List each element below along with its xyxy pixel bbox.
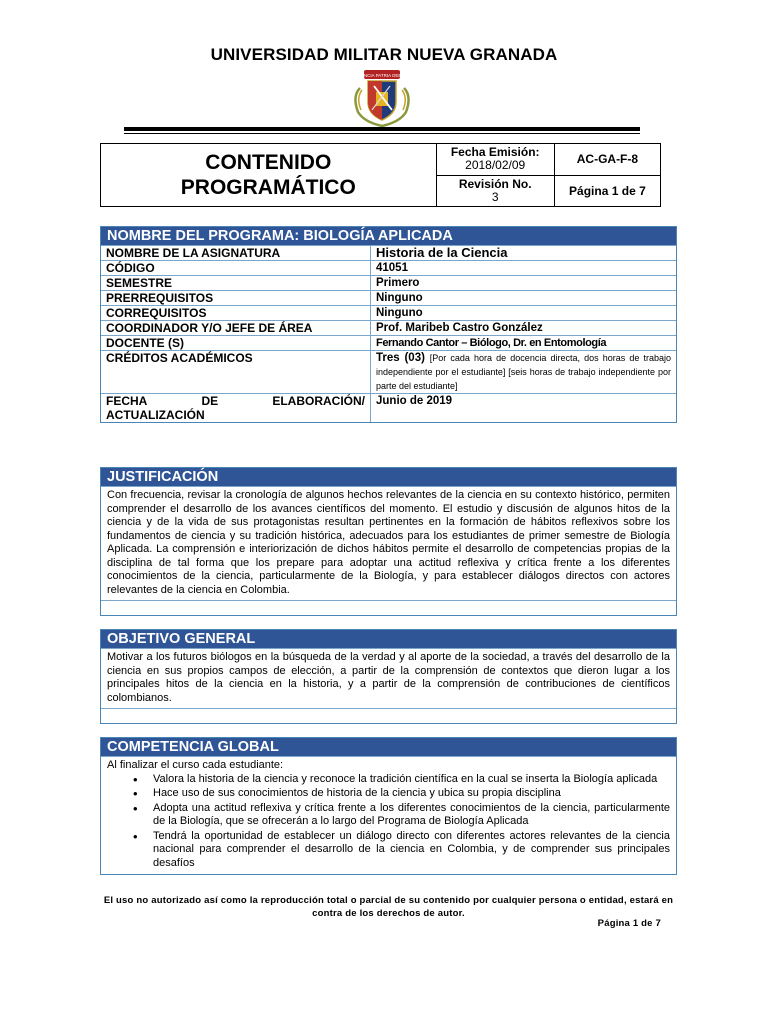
document-code: AC-GA-F-8 bbox=[554, 144, 660, 176]
row-value: Historia de la Ciencia bbox=[376, 245, 508, 260]
row-label: CRÉDITOS ACADÉMICOS bbox=[101, 351, 371, 393]
document-header-table bbox=[100, 143, 661, 207]
copyright-notice: El uso no autorizado así como la reproducción total o parcial de su contenido por cualquier persona o entidad, estará en contra de los derechos de autor. bbox=[103, 895, 674, 919]
svg-text:CIENCIA PATRIA DEBER: CIENCIA PATRIA DEBER bbox=[356, 73, 408, 78]
row-value: Ninguno bbox=[376, 307, 423, 319]
section-text: Con frecuencia, revisar la cronología de algunos hechos relevantes de la ciencia en su contexto histórico, permiten comprender el desarrollo de los avances científicos del momento. El estudio y discusión de algunos hitos de la ciencia y de la vida de sus protagonistas resultan pertinentes en la formación de hábitos reflexivos sobre los fundamentos de ciencia y su tradición histórica, adecuados para los estudiantes de primer semestre de Biología Aplicada. La comprensión e interiorización de dichos hábitos permite el desarrollo de competencias propias de la disciplina de tal forma que los prepare para adoptar una actitud reflexiva y crítica frente a los diferentes conocimientos de la ciencia, particularmente de la Biología, y para establecer diálogos directos con actores relevantes de la ciencia en Colombia. bbox=[101, 487, 676, 601]
table-row bbox=[101, 336, 676, 351]
credits-note: [Por cada hora de docencia directa, dos horas de trabajo independiente por el estudiante] [seis horas de trabajo independiente por parte del estudiante] bbox=[376, 353, 671, 391]
row-label: CÓDIGO bbox=[101, 261, 371, 275]
objetivo-section bbox=[100, 629, 677, 724]
row-value: 41051 bbox=[376, 262, 408, 274]
footer-page-number: Página 1 de 7 bbox=[597, 918, 661, 929]
list-item: • Hace uso de sus conocimientos de historia de la ciencia y ubica su propia disciplina bbox=[107, 787, 670, 801]
justificacion-section bbox=[100, 467, 677, 616]
credits-value: Tres (03) bbox=[376, 352, 425, 364]
table-row bbox=[101, 306, 676, 321]
section-content bbox=[101, 757, 676, 874]
row-label: NOMBRE DE LA ASIGNATURA bbox=[101, 246, 371, 260]
list-item: • Valora la historia de la ciencia y reconoce la tradición científica en la cual se inserta la Biología aplicada bbox=[107, 773, 670, 787]
university-crest-logo bbox=[350, 66, 414, 128]
section-title: OBJETIVO GENERAL bbox=[101, 630, 676, 649]
university-title: UNIVERSIDAD MILITAR NUEVA GRANADA bbox=[210, 45, 558, 64]
table-row bbox=[101, 351, 676, 394]
row-label: FECHA DE ELABORACIÓN/ ACTUALIZACIÓN bbox=[101, 394, 371, 422]
header-rule-thick bbox=[124, 127, 640, 131]
row-value: Primero bbox=[376, 277, 420, 289]
table-row bbox=[101, 261, 676, 276]
table-row bbox=[101, 291, 676, 306]
row-value: Prof. Maribeb Castro González bbox=[376, 322, 543, 334]
table-row bbox=[101, 394, 676, 422]
list-item: • Tendrá la oportunidad de establecer un diálogo directo con diferentes actores relevantes de la ciencia nacional para comprender el desarrollo de la ciencia en Colombia, y de comprender sus principales desafíos bbox=[107, 830, 670, 871]
row-label: COORDINADOR Y/O JEFE DE ÁREA bbox=[101, 321, 371, 335]
empty-row bbox=[101, 709, 676, 723]
list-item: • Adopta una actitud reflexiva y crítica frente a los diferentes conocimientos de la ciencia, particularmente de la Biología, que se ofrecerán a lo largo del Programa de Biología Aplicada bbox=[107, 802, 670, 829]
row-label: SEMESTRE bbox=[101, 276, 371, 290]
row-label: PRERREQUISITOS bbox=[101, 291, 371, 305]
header-rule-thin bbox=[124, 133, 640, 134]
empty-row bbox=[101, 601, 676, 615]
row-label: DOCENTE (S) bbox=[101, 336, 371, 350]
row-value: Junio de 2019 bbox=[376, 395, 453, 407]
row-value: Fernando Cantor – Biólogo, Dr. en Entomología bbox=[376, 337, 607, 349]
revision-cell: Revisión No. 3 bbox=[436, 175, 554, 207]
table-row bbox=[101, 276, 676, 291]
competency-list bbox=[107, 773, 670, 871]
row-value: Ninguno bbox=[376, 292, 423, 304]
section-title: COMPETENCIA GLOBAL bbox=[101, 738, 676, 757]
section-text: Motivar a los futuros biólogos en la búsqueda de la verdad y al aporte de la sociedad, a través del desarrollo de la ciencia en sus propios campos de elección, a partir de la comprensión de contextos que dieron lugar a los principales hitos de la ciencia en la historia, y a partir de la comprensión de contribuciones de científicos colombianos. bbox=[101, 649, 676, 709]
table-row bbox=[101, 321, 676, 336]
table-row bbox=[101, 246, 676, 261]
program-info-table bbox=[100, 226, 677, 423]
section-intro: Al finalizar el curso cada estudiante: bbox=[107, 759, 284, 771]
program-name-header: NOMBRE DEL PROGRAMA: BIOLOGÍA APLICADA bbox=[101, 227, 676, 246]
document-title: CONTENIDO PROGRAMÁTICO bbox=[101, 144, 437, 207]
section-title: JUSTIFICACIÓN bbox=[101, 468, 676, 487]
row-label: CORREQUISITOS bbox=[101, 306, 371, 320]
fecha-emision-cell: Fecha Emisión: 2018/02/09 bbox=[436, 144, 554, 176]
page-indicator: Página 1 de 7 bbox=[554, 175, 660, 207]
row-value bbox=[371, 351, 676, 393]
competencia-section bbox=[100, 737, 677, 875]
